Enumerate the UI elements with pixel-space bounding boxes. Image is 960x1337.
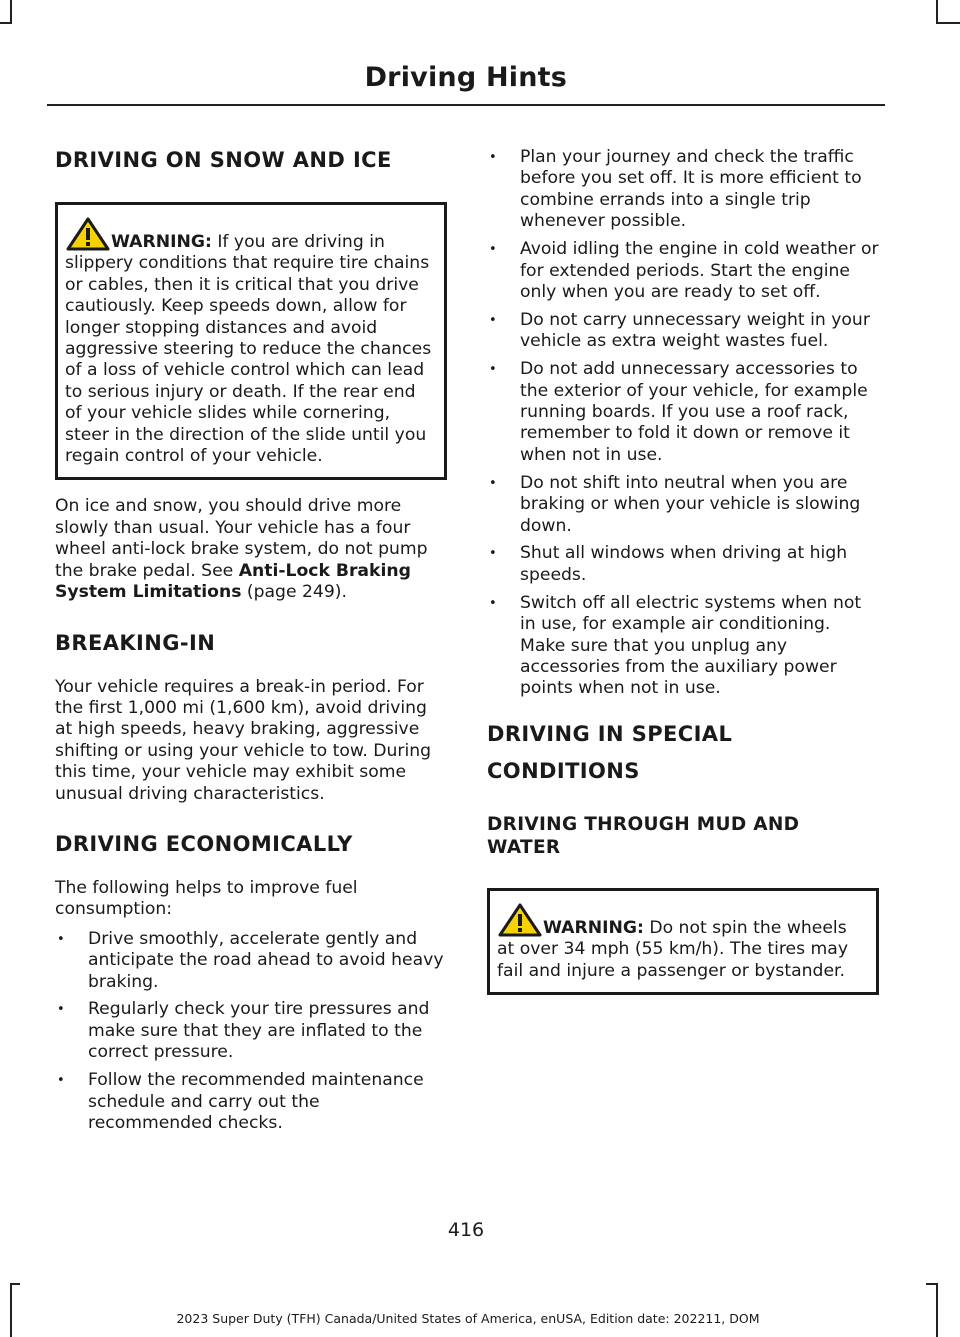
crop-mark-bottom-right-h xyxy=(926,1283,938,1285)
warning-label: WARNING: xyxy=(111,232,212,252)
abs-limitations-link[interactable]: Anti-Lock Braking System Limitations xyxy=(55,560,411,603)
economy-list-right xyxy=(487,147,879,700)
page-header-title: Driving Hints xyxy=(364,62,567,93)
list-item: • Shut all windows when driving at high speeds. xyxy=(487,543,879,586)
list-item: • Plan your journey and check the traffic before you set off. It is more efficient to combine errands into a single trip whenever possible. xyxy=(487,147,879,233)
subsection-heading-line: DRIVING THROUGH MUD AND xyxy=(487,813,800,835)
section-heading-breaking-in: BREAKING-IN xyxy=(55,630,216,655)
list-item: • Regularly check your tire pressures and make sure that they are inflated to the correct pressure. xyxy=(55,999,447,1063)
warning-body: Do not spin the wheels at over 34 mph (55 km/h). The tires may fail and injure a passenger or bystander. xyxy=(497,917,848,981)
warning-text-snow xyxy=(65,217,437,467)
warning-text-mud xyxy=(497,903,869,982)
subsection-heading-line: WATER xyxy=(487,836,561,858)
right-column xyxy=(487,147,879,995)
economy-intro: The following helps to improve fuel consumption: xyxy=(55,877,358,920)
left-column xyxy=(55,146,447,1141)
warning-triangle-icon xyxy=(65,217,111,251)
crop-mark-top-right-h xyxy=(936,22,960,24)
warning-body: If you are driving in slippery conditions that require tire chains or cables, then it is critical that you drive cautiously. Keep speeds down, allow for longer stopping distances and avoid aggressive steering to reduce the chances of a loss of vehicle control which can lead to serious injury or death. If the rear end of your vehicle slides while cornering, steer in the direction of the slide until you regain control of your vehicle. xyxy=(65,232,432,467)
page-number: 416 xyxy=(447,1219,485,1241)
footer-edition-info: 2023 Super Duty (TFH) Canada/United States of America, enUSA, Edition date: 202211, DOM xyxy=(176,1311,760,1326)
section-heading-line: DRIVING IN SPECIAL xyxy=(487,721,733,746)
snow-body xyxy=(55,496,447,603)
economy-list-left xyxy=(55,929,447,1135)
section-heading-snow-ice: DRIVING ON SNOW AND ICE xyxy=(55,148,392,172)
snow-body-text: On ice and snow, you should drive more slowly than usual. Your vehicle has a four wheel anti-lock brake system, do not pump the brake pedal. See xyxy=(55,496,428,581)
list-item: • Drive smoothly, accelerate gently and anticipate the road ahead to avoid heavy braking. xyxy=(55,929,447,993)
crop-mark-top-left-v xyxy=(10,0,12,24)
breakin-body: Your vehicle requires a break-in period. For the first 1,000 mi (1,600 km), avoid driving at high speeds, heavy braking, aggressive shifting or using your vehicle to tow. During this time, your vehicle may exhibit some unusual driving characteristics. xyxy=(55,676,432,804)
warning-triangle-icon xyxy=(497,903,543,937)
crop-mark-top-right-v xyxy=(936,0,938,24)
warning-box-mud xyxy=(487,888,879,995)
list-item: • Follow the recommended maintenance schedule and carry out the recommended checks. xyxy=(55,1070,447,1134)
list-item: • Do not add unnecessary accessories to the exterior of your vehicle, for example running boards. If you use a roof rack, remember to fold it down or remove it when not in use. xyxy=(487,359,879,466)
crop-mark-bottom-left-h xyxy=(10,1283,20,1285)
warning-label: WARNING: xyxy=(543,917,644,938)
section-heading-line: CONDITIONS xyxy=(487,758,640,783)
list-item: • Avoid idling the engine in cold weather or for extended periods. Start the engine only when you are ready to set off. xyxy=(487,239,879,303)
warning-box-snow xyxy=(55,202,447,480)
section-heading-driving-economically: DRIVING ECONOMICALLY xyxy=(55,831,353,856)
list-item: • Do not carry unnecessary weight in your vehicle as extra weight wastes fuel. xyxy=(487,310,879,353)
crop-mark-bottom-left-v xyxy=(10,1283,12,1337)
section-heading-special-conditions xyxy=(487,720,879,786)
list-item: • Switch off all electric systems when not in use, for example air conditioning. Make sure that you unplug any accessories from the auxiliary power points when not in use. xyxy=(487,593,879,700)
list-item: • Do not shift into neutral when you are braking or when your vehicle is slowing down. xyxy=(487,473,879,537)
crop-mark-bottom-right-v xyxy=(936,1283,938,1337)
subsection-heading-mud-water xyxy=(487,813,879,859)
crop-mark-top-left-h xyxy=(0,22,12,24)
snow-body-page-ref: (page 249). xyxy=(241,582,347,603)
header-divider xyxy=(47,104,885,106)
